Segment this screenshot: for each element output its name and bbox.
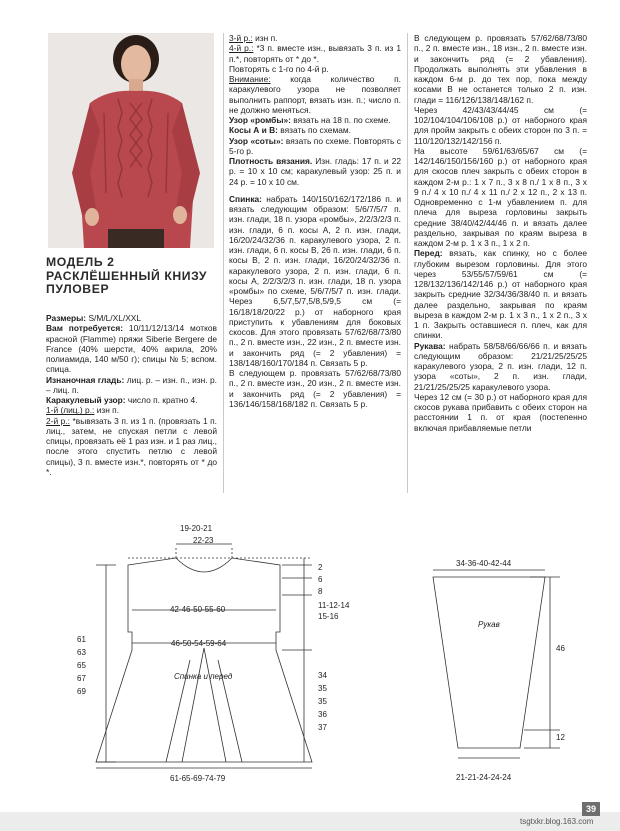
next-row2-para: В следующем р. провязать 57/62/68/73/80 п., 2 п. вместе изн., 18 изн., 2 п. вместе изн. и закончить ряд (= 2 убавления). Продолжать выполнять эти убавления в каждом 6-м р. до тех пор, пока между косами В не останется только 2 п. изн. глади = 116/126/138/148/162 п.	[414, 33, 587, 105]
sleeve-length-dim: 46	[556, 644, 565, 653]
diamond-label: Узор «ромбы»:	[229, 115, 291, 125]
front-value: вязать, как спинку, но с более глубоким вырезом горловины. Для этого через 53/55/57/59/61 см (= 128/132/136/142/146 р.) от наборного края закрыть средние 32/34/36/38/40 п. и вязать далее раздельно, закрывая по краям выреза в каждом 2-м р. 1 х 3 п., 1 х 2 п., 3 х 1 п. Закрыть оставшиеся п. плеч, как для спинки.	[414, 248, 588, 341]
spacer	[229, 187, 401, 194]
cables-ab-label: Косы А и В:	[229, 125, 278, 136]
honeycomb-value: вязать по схеме. Повторять с 5-го р.	[229, 135, 401, 156]
row2-label: 2-й р.:	[46, 415, 70, 426]
row4-value: *3 п. вместе изн., вывязать 3 п. из 1 п.*, повторять от * до *.	[229, 43, 402, 64]
sizes-value: S/M/L/XL/XXL	[88, 313, 142, 323]
body-dim-right: 35	[318, 697, 327, 706]
body-outline	[96, 558, 312, 762]
body-dim-right: 8	[318, 587, 323, 596]
diamond-value: вязать на 18 п. по схеме.	[293, 115, 391, 125]
row2-value: *вывязать 3 п. из 1 п. (провязать 1 п. лиц., затем, не спуская петли с левой спицы, провязать её 1 раз изн. и 1 раз лиц., после этого спустить петлю с левой спицы), 3 п. вместе изн.*, повторять от * до *.	[46, 415, 217, 477]
row3-para	[229, 33, 401, 43]
note-value: когда количество п. каракулевого узора не позволяет выполнить раппорт, вязать изн. п.; число п. не должно меняться.	[229, 74, 401, 115]
sleeve-inc-para: Через 12 см (= 30 р.) от наборного края для скосов рукава прибавить с обеих сторон на расстоянии 1 п. от края (постепенно включая прибавляемые петли	[414, 391, 587, 433]
model-title: МОДЕЛЬ 2 РАСКЛЁШЕННЫЙ КНИЗУ ПУЛОВЕР	[46, 255, 208, 296]
cable-pattern-para	[46, 395, 217, 405]
sleeve-cuff-dim: 12	[556, 733, 565, 742]
sizes-para	[46, 313, 217, 323]
repeat-para: Повторять с 1-го по 4-й р.	[229, 63, 329, 74]
sleeve-label: Рукав	[478, 620, 500, 629]
body-dim-right: 35	[318, 684, 327, 693]
column-1	[46, 313, 217, 477]
schematic-diagrams	[0, 500, 620, 800]
body-hem-width: 61-65-69-74-79	[170, 774, 226, 783]
page-number: 39	[582, 802, 600, 816]
honeycomb-para	[229, 136, 401, 157]
shoulder-para: На высоте 59/61/63/65/67 см (= 142/146/150/156/160 р.) от наборного края для скосов плеч закрыть с обеих сторон в каждом 2-м р.: 1 х 7 п., 3 х 8 п./ 1 х 8 п., 3 х 9 п./ 4 х 10 п./ 4 х 11 п./ 2 х 12 п., 2 х 13 п. Одновременно с 1-м убавлением п. для плеча для выреза горловины закрыть средние 38/40/42/44/46 п. и вязать далее раздельно, закрывая по краям выреза в каждом 2-м р. 1 х 3 п., 1 х 2 п.	[414, 145, 587, 248]
body-dim-left: 69	[77, 687, 86, 696]
back-para	[229, 194, 401, 368]
body-dim-right: 37	[318, 723, 327, 732]
row1-para	[46, 405, 217, 415]
sleeve-top-width: 34-36-40-42-44	[456, 559, 512, 568]
diamond-para	[229, 115, 401, 125]
row2-para	[46, 416, 217, 478]
next-row-para: В следующем р. провязать 57/62/68/73/80 п., 2 п. вместе изн., 20 изн., 2 п. вместе изн. и закончить ряд (= 2 убавления) = 136/146/158/168/182 п. Связать 5 р.	[229, 368, 401, 409]
sleeve-bottom-width: 21-21-24-24-24	[456, 773, 512, 782]
cables-ab-para	[229, 125, 401, 135]
body-dim-right: 34	[318, 671, 327, 680]
body-dim-left: 65	[77, 661, 86, 670]
armhole-para: Через 42/43/43/44/45 см (= 102/104/104/106/108 р.) от наборного края для пройм закрыть с обеих сторон по 3 п. = 110/120/132/142/156 п.	[414, 104, 587, 146]
back-value: набрать 140/150/162/172/186 п. и вязать следующим образом: 5/6/7/5/7 п. изн. глади, 18 п. узора «ромбы», 2/2/3/2/3 п. изн. глади, 6 п. косы А, 2 п. изн. глади, 16/20/24/32/36 п. каракулевого узора, 2 п. изн. глади, 6 п. косы В, 26 п. изн. глади, 6 п. косы В, 2 п. изн. глади, 16/20/24/32/36 п. каракулевого узора, 2 п. изн. глади, 6 п. косы А, 2/2/3/2/3 п. изн. глади, 18 п. узора «ромбы» по схеме, 5/6/7/5/7 п. изн. глади. Через 6,5/7,5/7,5/8,5/9,5 см (= 16/18/18/20/22 р.) от наборного края приступить к убавлениям для боковых скосов. Для этого провязать 57/62/68/73/80 п., 2 п. вместе изн., 22 изн., 2 п. вместе изн. и закончить ряд (= 2 убавления) = 138/148/160/170/184 п. Связать 5 р.	[229, 193, 401, 368]
body-waist-width: 46-50-54-59-64	[171, 639, 227, 648]
column-divider	[407, 33, 408, 493]
cable-label: Каракулевый узор:	[46, 395, 126, 405]
body-chest-width: 42-46-50-55-60	[170, 605, 226, 614]
stockinette-para	[46, 375, 217, 396]
cables-ab-value: вязать по схемам.	[280, 125, 351, 136]
back-label: Спинка:	[229, 193, 262, 204]
sleeve-para	[414, 341, 587, 392]
body-dim-left: 63	[77, 648, 86, 657]
row4-label: 4-й р.:	[229, 43, 254, 54]
sleeve-outline	[433, 577, 545, 748]
body-dim-left: 61	[77, 635, 86, 644]
stockinette-value: лиц. р. – изн. п., изн. р. – лиц. п.	[46, 374, 218, 395]
row4-para	[229, 43, 401, 64]
stockinette-label: Изнаночная гладь:	[46, 374, 125, 385]
front-para	[414, 248, 587, 340]
materials-para	[46, 323, 217, 374]
body-neck-width: 22-23	[193, 536, 214, 545]
body-dim-left: 67	[77, 674, 86, 683]
front-label: Перед:	[414, 248, 443, 259]
row3-value: изн п.	[255, 33, 278, 43]
watermark-text: tsgtxkr.blog.163.com	[520, 817, 594, 826]
body-dim-right: 2	[318, 563, 323, 572]
note-para	[229, 74, 401, 115]
body-dim-right: 6	[318, 575, 323, 584]
honeycomb-label: Узор «соты»:	[229, 135, 284, 146]
cable-value: число п. кратно 4.	[127, 395, 198, 405]
model-photo	[48, 33, 214, 248]
model-photo-illustration	[48, 33, 214, 248]
materials-label: Вам потребуется:	[46, 323, 124, 334]
column-2	[229, 33, 401, 409]
sleeve-value: набрать 58/58/66/66/66 п. и вязать следующим образом: 21/21/25/25/25 каракулевого узора, 2 п. изн. глади, 12 п. узора «соты», 2 п. изн. глади, 21/21/25/25/25 каракулевого узора.	[414, 340, 587, 392]
body-dim-right: 11-12-14	[318, 601, 350, 610]
note-label: Внимание:	[229, 74, 271, 84]
sizes-label: Размеры:	[46, 313, 87, 323]
gauge-para	[229, 156, 401, 187]
column-divider	[223, 33, 224, 493]
gauge-value: Изн. гладь: 17 п. и 22 р. = 10 х 10 см; каракулевый узор: 25 п. и 24 р. = 10 х 10 см.	[229, 156, 402, 187]
row1-value: изн п.	[96, 405, 120, 416]
body-label: Спинка и перед	[174, 672, 233, 681]
body-dim-right: 36	[318, 710, 327, 719]
sleeve-label: Рукава:	[414, 340, 446, 351]
column-3	[414, 33, 587, 433]
row3-label: 3-й р.:	[229, 33, 253, 43]
gauge-label: Плотность вязания.	[229, 156, 313, 166]
body-dim-right: 15-16	[318, 612, 339, 621]
body-top-width: 19-20-21	[180, 524, 213, 533]
row1-label: 1-й (лиц.) р.:	[46, 405, 95, 416]
materials-value: 10/11/12/13/14 мотков красной (Flamme) пряжи Siberie Bergere de France (40% шерсти, 40% акрила, 20% полиамида, 140 м/50 г); спицы № 5; вспом. спица.	[46, 323, 217, 375]
